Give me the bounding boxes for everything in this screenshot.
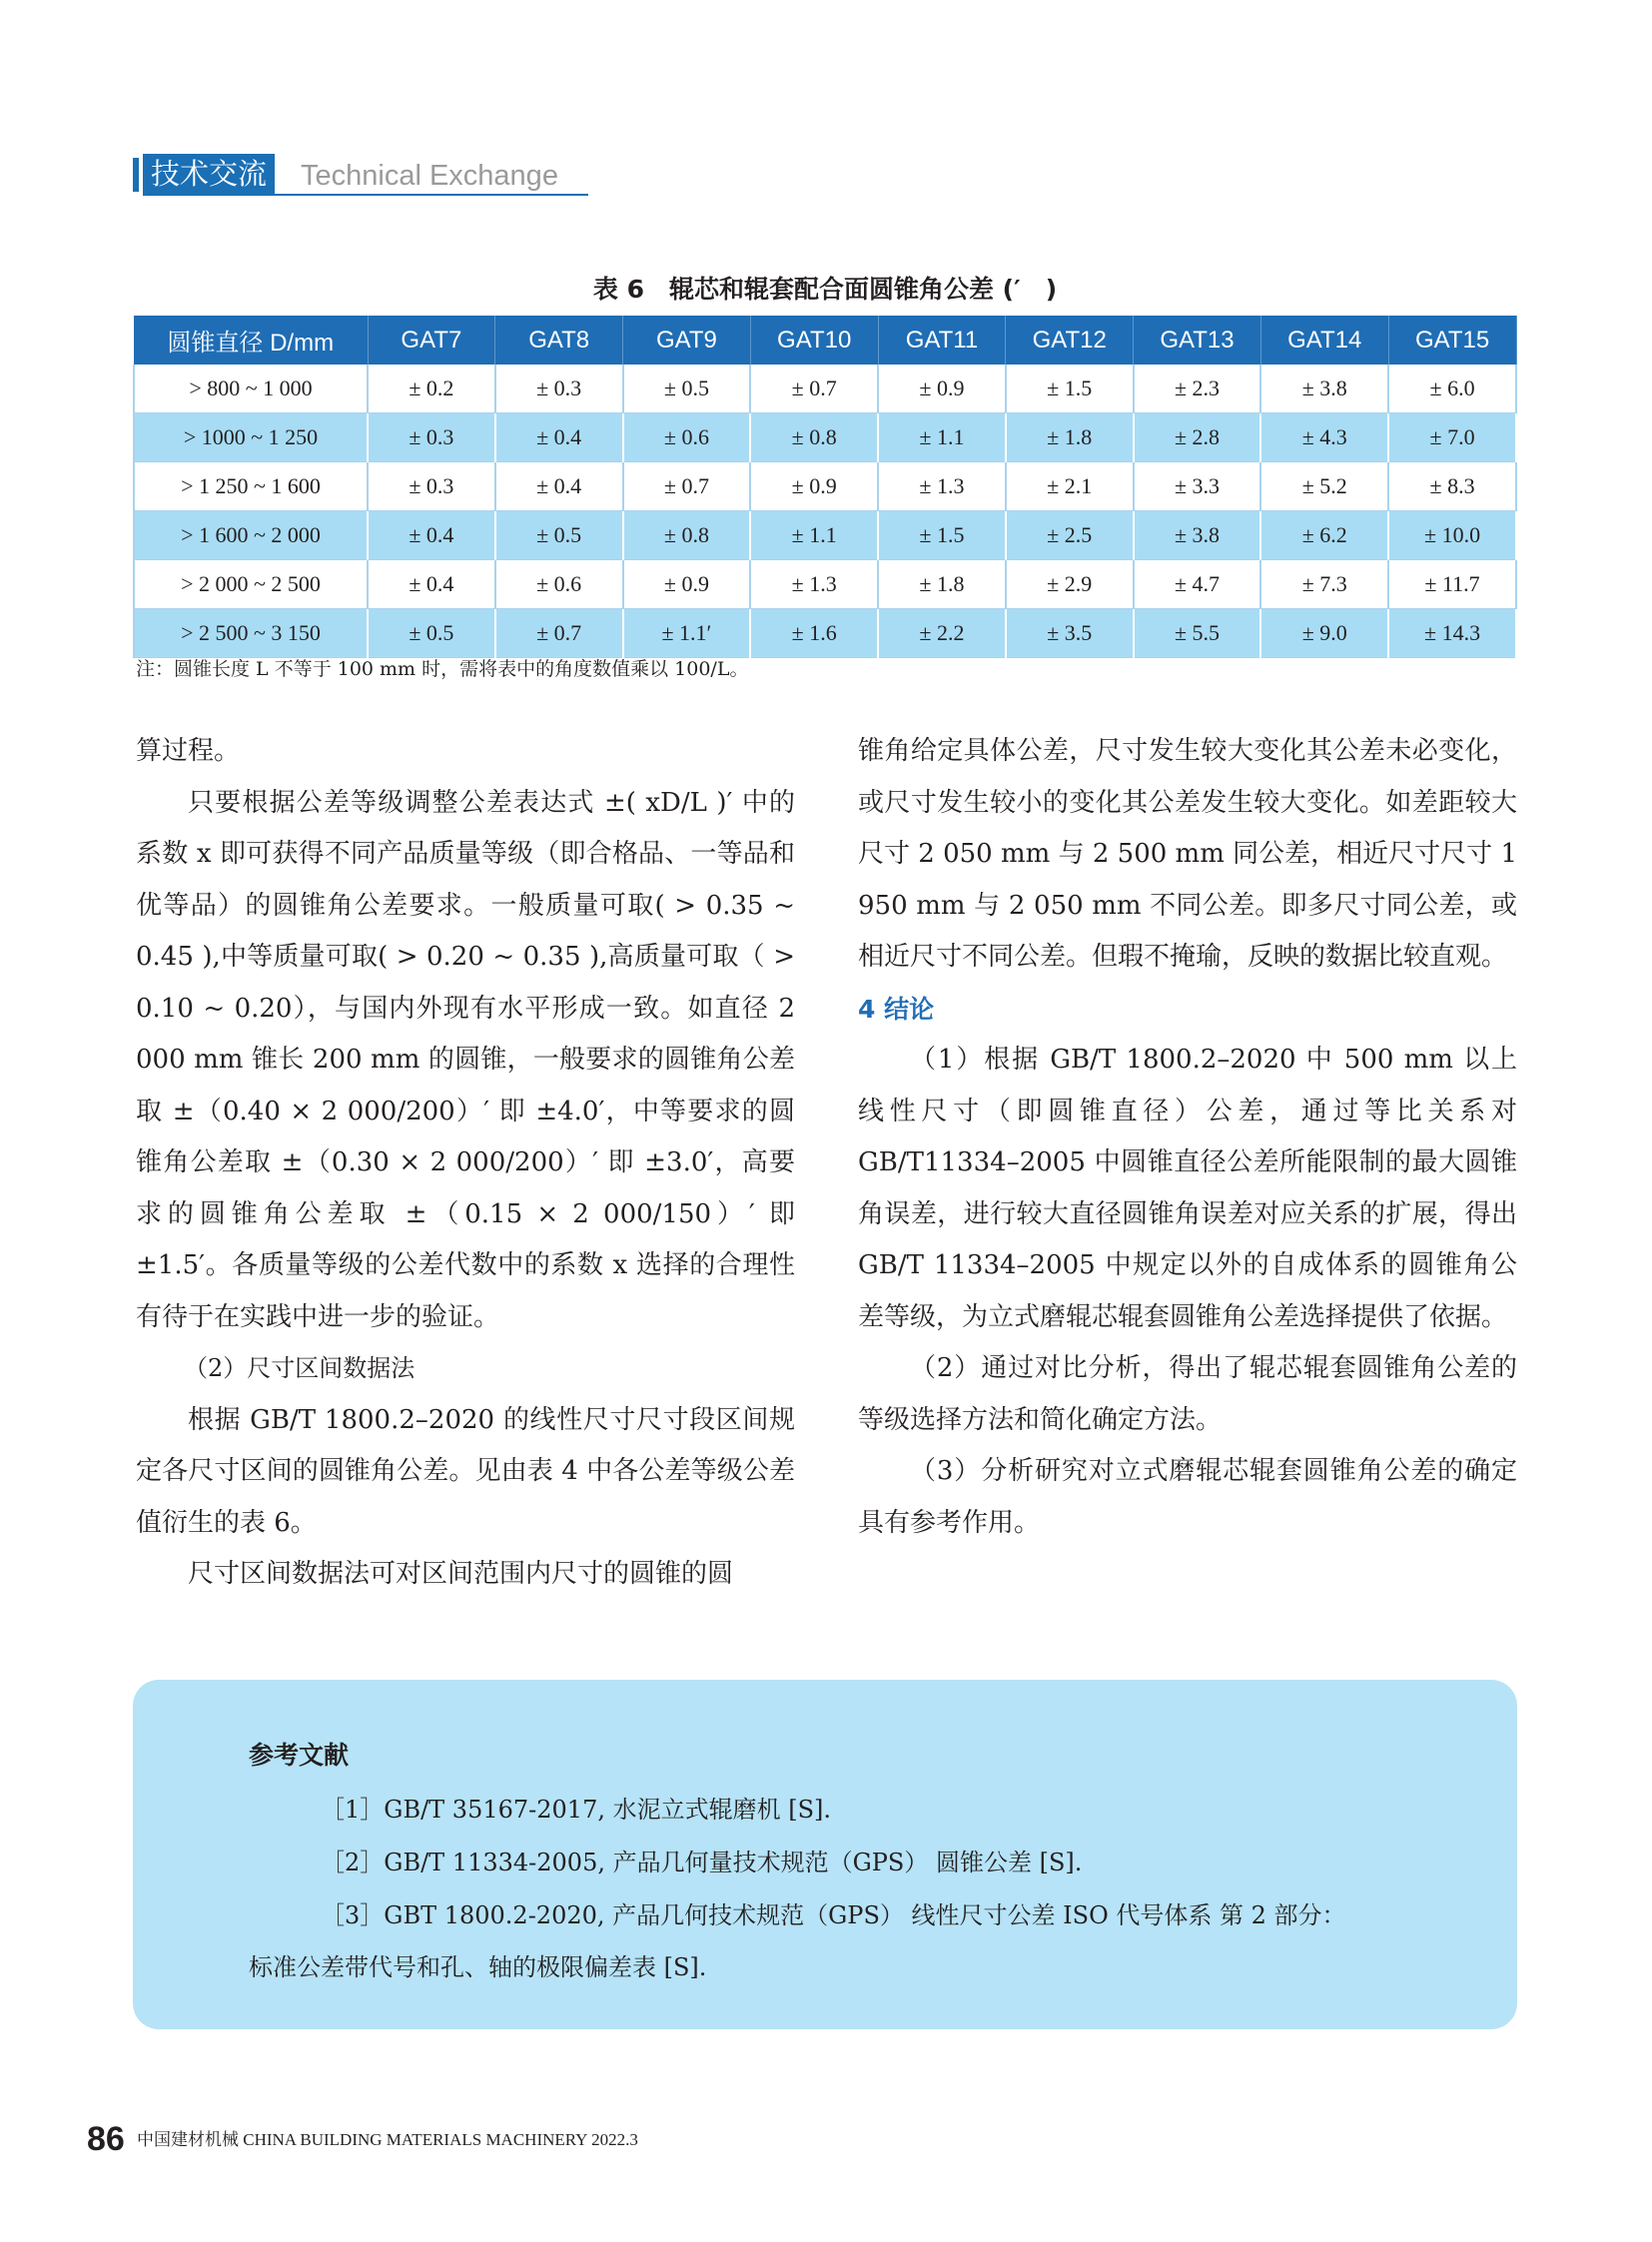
reference-item: ［3］GBT 1800.2-2020, 产品几何技术规范（GPS） 线性尺寸公差 ISO 代号体系 第 2 部分： [321,1901,1346,1929]
table-row [134,462,1516,511]
magazine-name: 中国建材机械 CHINA BUILDING MATERIALS MACHINERY 2022.3 [137,2130,638,2149]
table-cell: ± 0.4 [495,462,623,511]
header-accent-bar [133,158,139,192]
table-cell: ± 6.0 [1388,365,1516,413]
paragraph: 根据 GB/T 1800.2–2020 的线性尺寸尺寸段区间规定各尺寸区间的圆锥角公差。见由表 4 中各公差等级公差值衍生的表 6。 [136,1404,795,1538]
reference-item: ［2］GB/T 11334-2005, 产品几何量技术规范（GPS） 圆锥公差 [S]. [321,1849,1083,1876]
table-header-row [134,316,1516,365]
table-cell: > 2 500 ~ 3 150 [134,609,368,658]
subsection-heading: （2）尺寸区间数据法 [184,1354,415,1382]
paragraph: 尺寸区间数据法可对区间范围内尺寸的圆锥的圆 [188,1559,734,1589]
paragraph: 锥角给定具体公差，尺寸发生较大变化其公差未必变化，或尺寸发生较小的变化其公差发生较大变化。如差距较大尺寸 2 050 mm 与 2 500 mm 同公差，相近尺寸尺寸 1 950 mm 与 2 050 mm 不同公差。即多尺寸同公差，或相近尺寸不同公差。但瑕不掩瑜，反映的数据比较直观。 [858,736,1517,972]
table-cell: ± 2.1 [1006,462,1134,511]
table-cell: ± 2.8 [1134,413,1261,462]
table-cell: > 800 ~ 1 000 [134,365,368,413]
table-cell: ± 1.5 [878,511,1006,560]
table-row [134,511,1516,560]
table-cell: ± 1.3 [878,462,1006,511]
column-header: 圆锥直径 D/mm [134,316,368,365]
table-cell: ± 1.1′ [623,609,751,658]
paragraph: （1）根据 GB/T 1800.2–2020 中 500 mm 以上线性尺寸（即圆锥直径）公差，通过等比关系对 GB/T11334–2005 中圆锥直径公差所能限制的最大圆锥角误差，进行较大直径圆锥角误差对应关系的扩展，得出 GB/T 11334–2005 中规定以外的自成体系的圆锥角公差等级，为立式磨辊芯辊套圆锥角公差选择提供了依据。 [858,1045,1517,1332]
section-title-en: Technical Exchange [301,160,558,192]
table-cell: ± 0.5 [495,511,623,560]
table-cell: ± 0.4 [495,413,623,462]
table-cell: ± 1.5 [1006,365,1134,413]
table-cell: ± 0.3 [368,413,495,462]
table-cell: ± 3.8 [1134,511,1261,560]
table-cell: ± 3.3 [1134,462,1261,511]
table-cell: ± 0.7 [495,609,623,658]
column-header: GAT9 [623,316,751,365]
column-header: GAT8 [495,316,623,365]
table-cell: ± 0.3 [495,365,623,413]
table-cell: ± 1.3 [750,560,878,609]
table-row [134,560,1516,609]
table-caption: 表 6 辊芯和辊套配合面圆锥角公差 (′ ) [592,275,1058,304]
table-cell: ± 0.8 [623,511,751,560]
table-cell: > 1000 ~ 1 250 [134,413,368,462]
table-cell: ± 6.2 [1260,511,1388,560]
table-cell: ± 5.2 [1260,462,1388,511]
table-cell: ± 14.3 [1388,609,1516,658]
left-column [136,726,795,1601]
paragraph: 算过程。 [136,736,241,766]
table-cell: ± 0.5 [368,609,495,658]
column-header: GAT12 [1006,316,1134,365]
table-cell: ± 2.3 [1134,365,1261,413]
table-cell: ± 0.7 [623,462,751,511]
table-cell: ± 1.6 [750,609,878,658]
table-row [134,413,1516,462]
paragraph: （2）通过对比分析，得出了辊芯辊套圆锥角公差的等级选择方法和简化确定方法。 [858,1353,1517,1435]
paragraph: 只要根据公差等级调整公差表达式 ±( xD/L )′ 中的系数 x 即可获得不同产品质量等级（即合格品、一等品和优等品）的圆锥角公差要求。一般质量可取( > 0.35 ~ 0.45 ),中等质量可取( > 0.20 ~ 0.35 ),高质量可取（ > 0.10 ~ 0.20），与国内外现有水平形成一致。如直径 2 000 mm 锥长 200 mm 的圆锥，一般要求的圆锥角公差取 ±（0.40 × 2 000/200）′ 即 ±4.0′，中等要求的圆锥角公差取 ±（0.30 × 2 000/200）′ 即 ±3.0′，高要求的圆锥角公差取 ±（0.15 × 2 000/150）′ 即 ±1.5′。各质量等级的公差代数中的系数 x 选择的合理性有待于在实践中进一步的验证。 [136,787,795,1332]
table-cell: ± 2.9 [1006,560,1134,609]
page-number: 86 [87,2120,125,2158]
table-cell: ± 1.8 [1006,413,1134,462]
table-cell: ± 0.3 [368,462,495,511]
table-cell: ± 1.1 [750,511,878,560]
table-cell: ± 0.4 [368,511,495,560]
table-cell: ± 1.8 [878,560,1006,609]
paragraph: （3）分析研究对立式磨辊芯辊套圆锥角公差的确定具有参考作用。 [858,1456,1517,1538]
header-rule [143,194,588,196]
reference-item: ［1］GB/T 35167-2017, 水泥立式辊磨机 [S]. [321,1796,832,1824]
table-cell: ± 5.5 [1134,609,1261,658]
column-header: GAT10 [750,316,878,365]
table-cell: ± 0.8 [750,413,878,462]
table-row [134,609,1516,658]
section-title-zh: 技术交流 [143,154,275,194]
references-box [133,1680,1517,2029]
table-cell: ± 0.9 [750,462,878,511]
table-cell: ± 0.6 [495,560,623,609]
tolerance-table [133,316,1517,658]
table-cell: ± 2.2 [878,609,1006,658]
table-cell: ± 11.7 [1388,560,1516,609]
references-title: 参考文献 [249,1741,350,1770]
reference-item: 标准公差带代号和孔、轴的极限偏差表 [S]. [249,1953,707,1981]
column-header: GAT13 [1134,316,1261,365]
table-cell: ± 8.3 [1388,462,1516,511]
table-cell: > 1 250 ~ 1 600 [134,462,368,511]
table-cell: ± 9.0 [1260,609,1388,658]
column-header: GAT14 [1260,316,1388,365]
table-cell: ± 0.6 [623,413,751,462]
table-cell: ± 3.5 [1006,609,1134,658]
section-heading: 4 结论 [858,994,935,1024]
right-column [858,726,1517,1549]
table-cell: ± 0.7 [750,365,878,413]
table-cell: ± 10.0 [1388,511,1516,560]
table-cell: ± 4.3 [1260,413,1388,462]
table-cell: ± 3.8 [1260,365,1388,413]
table-cell: ± 0.5 [623,365,751,413]
table-cell: ± 0.2 [368,365,495,413]
table-cell: ± 2.5 [1006,511,1134,560]
table-cell: > 2 000 ~ 2 500 [134,560,368,609]
table-cell: > 1 600 ~ 2 000 [134,511,368,560]
section-header [133,154,588,194]
table-row [134,365,1516,413]
table-cell: ± 7.3 [1260,560,1388,609]
table-cell: ± 0.9 [878,365,1006,413]
table-cell: ± 0.4 [368,560,495,609]
column-header: GAT11 [878,316,1006,365]
table-cell: ± 1.1 [878,413,1006,462]
column-header: GAT7 [368,316,495,365]
column-header: GAT15 [1388,316,1516,365]
table-cell: ± 7.0 [1388,413,1516,462]
table-cell: ± 0.9 [623,560,751,609]
table-note: 注：圆锥长度 L 不等于 100 mm 时，需将表中的角度数值乘以 100/L。 [136,658,749,680]
table-cell: ± 4.7 [1134,560,1261,609]
